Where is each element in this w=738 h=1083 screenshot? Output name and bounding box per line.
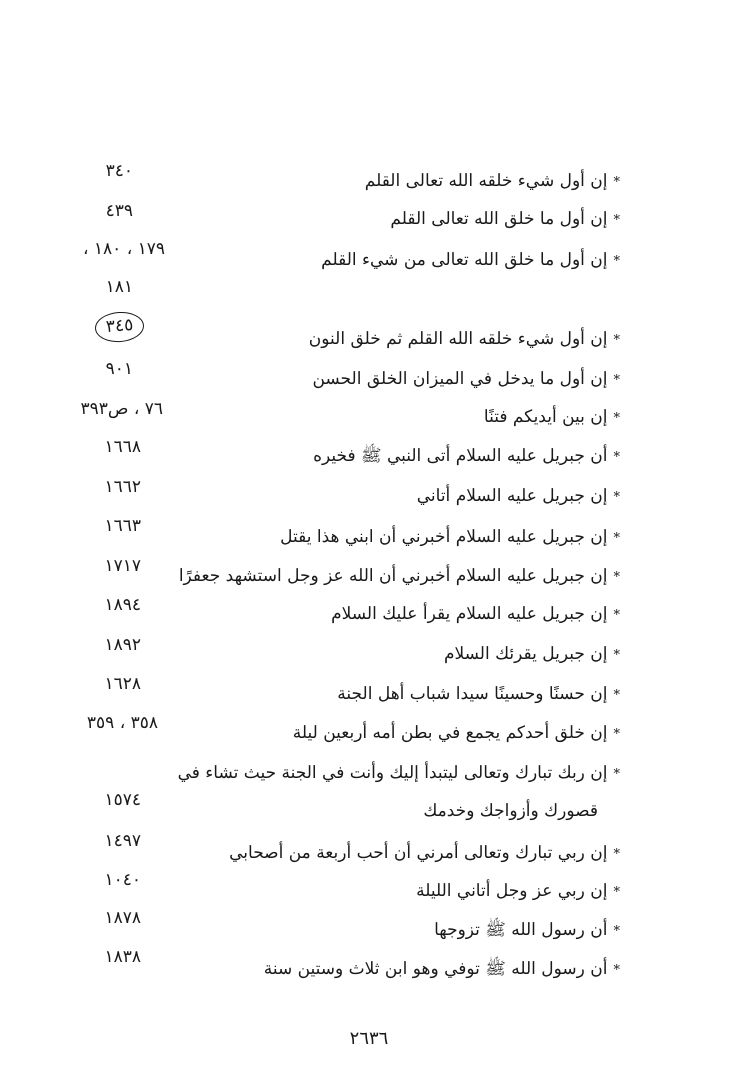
asterisk-icon: * — [613, 570, 620, 585]
entry-ref: ١٧١٧ — [104, 556, 141, 576]
entry-text — [313, 445, 620, 469]
entry-label: إن جبريل عليه السلام أتاني — [416, 486, 608, 506]
entry-ref: ١٧٩ ، ١٨٠ ، — [83, 239, 165, 259]
asterisk-icon: * — [613, 847, 620, 862]
entry-text — [444, 643, 620, 667]
entry-ref: ٤٣٩ — [105, 201, 133, 221]
entry-text — [280, 526, 620, 550]
entry-text — [178, 762, 620, 786]
asterisk-icon: * — [613, 963, 620, 978]
entry-label: إن جبريل عليه السلام أخبرني أن الله عز وجل استشهد جعفرًا — [178, 566, 608, 586]
entry-text — [312, 368, 620, 392]
entry-ref: ١٨٧٨ — [104, 908, 141, 928]
entry-ref: ٧٦ ، ص٣٩٣ — [80, 399, 163, 419]
entry-label: إن أول ما خلق الله تعالى القلم — [390, 209, 608, 229]
entry-text — [416, 880, 620, 904]
entry-text — [229, 842, 620, 866]
circled-ref: ٣٤٥ — [94, 310, 145, 343]
entry-ref: ٣٥٨ ، ٣٥٩ — [86, 713, 158, 733]
entry-label: أن جبريل عليه السلام أتى النبي ﷺ فخيره — [313, 446, 608, 466]
entry-ref: ١٦٦٣ — [104, 516, 141, 536]
asterisk-icon: * — [613, 373, 620, 388]
asterisk-icon: * — [613, 531, 620, 546]
entry-label: إن ربي تبارك وتعالى أمرني أن أحب أربعة من أصحابي — [229, 843, 608, 863]
entry-text — [417, 485, 620, 509]
entry-text — [321, 249, 620, 273]
asterisk-icon: * — [613, 648, 620, 663]
asterisk-icon: * — [613, 608, 620, 623]
entry-ref — [95, 312, 144, 342]
entry-label: إن أول ما خلق الله تعالى من شيء القلم — [321, 250, 608, 270]
entry-ref: ١٨١ — [105, 277, 133, 297]
entry-label: أن رسول الله ﷺ توفي وهو ابن ثلاث وستين سنة — [263, 959, 608, 979]
entry-label: إن جبريل عليه السلام يقرأ عليك السلام — [331, 604, 608, 624]
asterisk-icon: * — [613, 490, 620, 505]
asterisk-icon: * — [613, 727, 620, 742]
entry-ref: ٩٠١ — [105, 359, 133, 379]
asterisk-icon: * — [613, 688, 620, 703]
asterisk-icon: * — [613, 767, 620, 782]
entry-label: إن خلق أحدكم يجمع في بطن أمه أربعين ليلة — [292, 723, 608, 743]
entry-text — [309, 328, 620, 352]
entry-ref: ١٦٢٨ — [104, 674, 141, 694]
entry-label: إن أول شيء خلقه الله تعالى القلم — [364, 171, 608, 191]
entry-ref: ١٨٩٢ — [104, 635, 141, 655]
entry-text — [179, 565, 620, 589]
entry-ref: ٣٤٠ — [105, 161, 133, 181]
asterisk-icon: * — [613, 411, 620, 426]
entry-ref: ١٦٦٨ — [104, 437, 141, 457]
asterisk-icon: * — [613, 213, 620, 228]
entry-label: إن بين أيديكم فتنًا — [483, 407, 608, 427]
entry-text — [484, 406, 620, 430]
asterisk-icon: * — [613, 885, 620, 900]
entry-text — [365, 170, 620, 194]
entry-text — [331, 603, 620, 627]
asterisk-icon: * — [613, 175, 620, 190]
entry-label: أن رسول الله ﷺ تزوجها — [434, 920, 608, 940]
page-number: ٢٦٣٦ — [349, 1028, 389, 1049]
entry-text — [390, 208, 620, 232]
entry-label: إن جبريل يقرئك السلام — [443, 644, 608, 664]
entry-ref: ١٥٧٤ — [104, 790, 141, 810]
entry-label: إن جبريل عليه السلام أخبرني أن ابني هذا يقتل — [280, 527, 608, 547]
entry-ref: ١٨٩٤ — [104, 595, 141, 615]
entry-ref: ١٦٦٢ — [104, 477, 141, 497]
asterisk-icon: * — [613, 254, 620, 269]
entry-label: إن أول شيء خلقه الله القلم ثم خلق النون — [308, 329, 608, 349]
entry-label: إن ربي عز وجل أتاني الليلة — [416, 881, 608, 901]
asterisk-icon: * — [613, 924, 620, 939]
entry-ref: ١٠٤٠ — [104, 870, 141, 890]
entry-label: إن حسنًا وحسينًا سيدا شباب أهل الجنة — [337, 684, 608, 704]
entry-text — [337, 683, 620, 707]
entry-text — [264, 958, 620, 982]
entry-ref: ١٤٩٧ — [104, 831, 141, 851]
entry-ref: ١٨٣٨ — [104, 947, 141, 967]
asterisk-icon: * — [613, 450, 620, 465]
entry-text — [434, 919, 620, 943]
entry-text-continuation: قصورك وأزواجك وخدمك — [423, 801, 598, 821]
entry-label: إن ربك تبارك وتعالى ليتبدأ إليك وأنت في الجنة حيث تشاء في — [177, 763, 608, 783]
entry-label: إن أول ما يدخل في الميزان الخلق الحسن — [312, 369, 608, 389]
entry-text — [293, 722, 620, 746]
asterisk-icon: * — [613, 333, 620, 348]
